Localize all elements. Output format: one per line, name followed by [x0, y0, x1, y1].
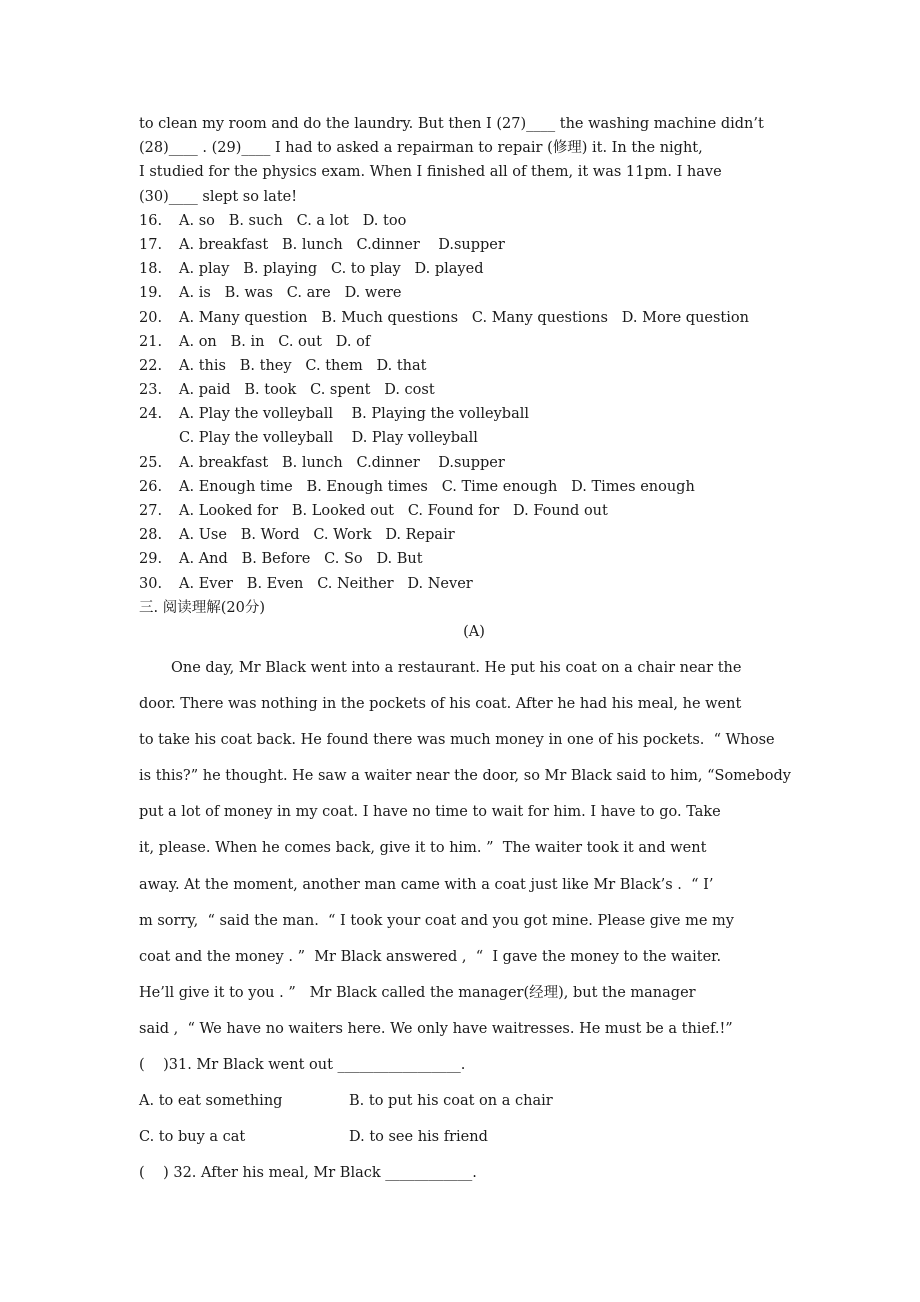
text-line: (30)____ slept so late! [139, 188, 298, 205]
cloze-question [139, 451, 809, 475]
question-options: A. Looked for B. Looked out C. Found for D. Found out [179, 503, 608, 519]
option-a: A. to eat something [139, 1093, 283, 1110]
question-31-options-row [139, 1119, 809, 1155]
passage-line: to take his coat back. He found there was much money in one of his pockets. “ Whose [139, 732, 775, 749]
passage-line: said , “ We have no waiters here. We only have waitresses. He must be a thief.!” [139, 1020, 733, 1037]
cloze-question [139, 475, 809, 499]
cloze-question [139, 257, 809, 281]
cloze-question [139, 499, 809, 523]
question-options: A. on B. in C. out D. of [179, 333, 371, 350]
question-number: 27. [139, 503, 163, 519]
cloze-question [139, 306, 809, 330]
question-options: A. Enough time B. Enough times C. Time enough D. Times enough [179, 478, 695, 495]
cloze-question [139, 354, 809, 378]
cloze-question [139, 378, 809, 402]
question-number: 22. [139, 357, 163, 374]
passage-line: away. At the moment, another man came with a coat just like Mr Black’s . “ I’ [139, 876, 714, 893]
question-options: A. play B. playing C. to play D. played [179, 261, 484, 278]
question-options: A. Use B. Word C. Work D. Repair [179, 527, 455, 544]
question-number: 20. [139, 309, 163, 326]
passage-line: is this?” he thought. He saw a waiter near the door, so Mr Black said to him, “Somebody [139, 768, 791, 785]
text-line: I studied for the physics exam. When I finished all of them, it was 11pm. I have [139, 164, 722, 181]
passage-line: m sorry, “ said the man. “ I took your coat and you got mine. Please give me my [139, 912, 734, 929]
question-number: 25. [139, 454, 163, 471]
cloze-question [139, 233, 809, 257]
text-line: to clean my room and do the laundry. But then I (27)____ the washing machine didn’t [139, 116, 764, 132]
passage-line: put a lot of money in my coat. I have no time to wait for him. I have to go. Take [139, 804, 721, 821]
passage-line: door. There was nothing in the pockets of his coat. After he had his meal, he went [139, 696, 742, 713]
option-b: B. to put his coat on a chair [349, 1093, 553, 1110]
question-number: 26. [139, 478, 163, 495]
cloze-question [139, 402, 809, 426]
reading-passage [139, 650, 809, 1191]
question-options: A. paid B. took C. spent D. cost [179, 382, 435, 399]
passage-title: (A) [463, 623, 485, 640]
question-31-options-row [139, 1083, 809, 1119]
question-options: A. breakfast B. lunch C.dinner D.supper [179, 236, 505, 253]
passage-text: One day, Mr Black went into a restaurant. He put his coat on a chair near the [171, 659, 742, 676]
passage-line: it, please. When he comes back, give it to him. ” The waiter took it and went [139, 840, 707, 857]
passage-line [139, 650, 809, 686]
cloze-question [139, 209, 809, 233]
cloze-question [139, 330, 809, 354]
question-options: C. Play the volleyball D. Play volleyball [179, 430, 478, 447]
passage-intro [139, 112, 809, 209]
question-options: A. Many question B. Much questions C. Many questions D. More question [179, 309, 749, 326]
option-c: C. to buy a cat [139, 1129, 246, 1146]
question-number: 23. [139, 382, 163, 399]
cloze-question [139, 547, 809, 571]
question-options: A. this B. they C. them D. that [179, 357, 427, 374]
option-d: D. to see his friend [349, 1129, 488, 1146]
text-line: (28)____ . (29)____ I had to asked a repairman to repair (修理) it. In the night, [139, 140, 703, 157]
question-number: 28. [139, 527, 163, 544]
section-title: 三. 阅读理解(20分) [139, 599, 265, 616]
question-number: 18. [139, 261, 163, 278]
question-options: A. Play the volleyball B. Playing the volleyball [179, 406, 529, 423]
passage-line: He’ll give it to you . ” Mr Black called the manager(经理), but the manager [139, 984, 696, 1001]
cloze-question [139, 572, 809, 596]
cloze-question [139, 523, 809, 547]
document-page [139, 112, 809, 1191]
passage-line: coat and the money . ” Mr Black answered , “ I gave the money to the waiter. [139, 948, 722, 965]
question-options: A. so B. such C. a lot D. too [179, 212, 407, 229]
question-options: A. breakfast B. lunch C.dinner D.supper [179, 454, 505, 471]
question-options: A. Ever B. Even C. Neither D. Never [179, 575, 473, 592]
cloze-question-list [139, 209, 809, 596]
question-number: 30. [139, 575, 163, 592]
question-options: A. And B. Before C. So D. But [179, 551, 423, 568]
question-options: A. is B. was C. are D. were [179, 285, 402, 302]
question-number: 17. [139, 236, 163, 253]
question-number: 19. [139, 285, 163, 302]
question-number: 29. [139, 551, 163, 568]
question-32: ( ) 32. After his meal, Mr Black ____________. [139, 1165, 477, 1182]
question-number: 21. [139, 333, 163, 350]
question-number: 16. [139, 212, 163, 229]
question-31: ( )31. Mr Black went out _________________. [139, 1056, 466, 1073]
cloze-question-continued [139, 426, 809, 450]
cloze-question [139, 281, 809, 305]
question-number: 24. [139, 406, 163, 423]
